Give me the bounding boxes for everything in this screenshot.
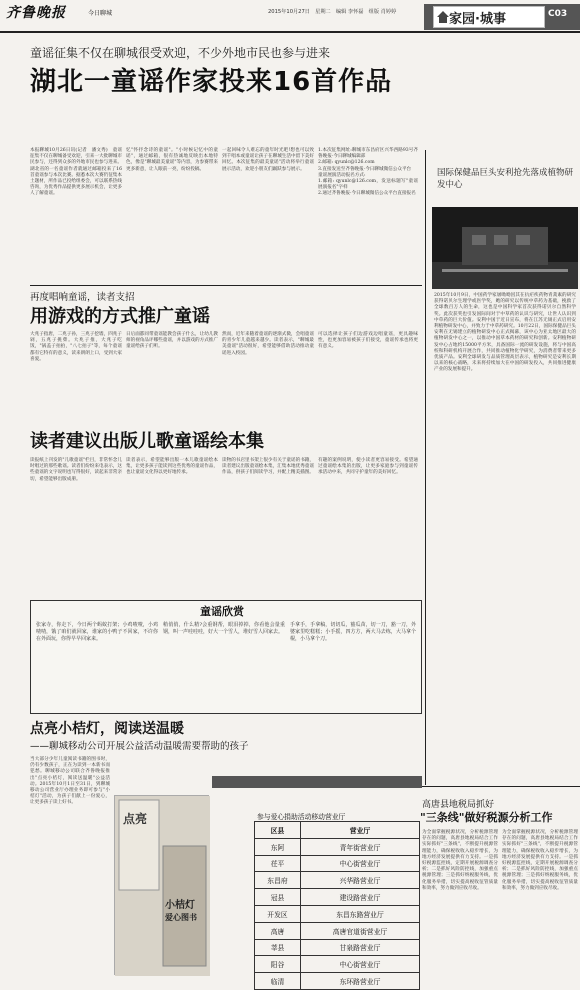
box-col-2: 稍俏俏，什么精?会重钢帮，眼泪掉掉，你看他会量重钢，叫一声哇哇哇，好大一个雪人，堆好雪人回家去。 [163, 622, 285, 635]
side-headline: 国际保健品巨头安利抢先落成植物研发中心 [437, 168, 574, 190]
table-cell: 青年街营业厅 [300, 838, 419, 855]
table-row [255, 838, 420, 855]
lead-col-3: 一起回味令人难忘的童年时光吧!想也可以致到千唱本或童谣让孩子在聊城生活中留下美好回忆。本次征集的最美童谣"活动将举行童谣展示活动，欢迎小朋友们踊跃参与展示。 [222, 148, 314, 172]
side-body: 2015年10月9日，中国药学家屠呦呦因其在抗疟疾药物青蒿素的研究获得诺贝尔生理学或医学奖，她的研究以传统中草药为基础，挽救了全球数百万人的生命，这也是中国科学家首次获得诺贝尔自然科学奖。此次获奖也引发国际间对于中草药的认识与研究，让世人认识到中草药的巨大价值。安利中国于近日宣布，将在江苏无锡正式启用安利植物研发中心，并致力于中草药研究。10月22日，国际保健品巨头安利在无锡建立的植物研发中心正式揭幕，该中心为亚太地区最大的植物研发中心之一，以推动中国草本药材的研究和创新。安利植物研发中心占地约15000平方米，具备国际一流的研发设施，将与中国高校和科研机构开展合作，共同推动植物化学研究，为消费者带来更多优质产品。安利全球研发与品质管理高层表示，植物研究是安利长期以来的核心战略，未来将持续加大在中国的研发投入，共同推进健康产业的发展和提升。 [434, 293, 576, 373]
table-caption: 参与爱心捐助活动移动营业厅 [257, 813, 346, 821]
table-cell: 东昌府 [255, 872, 301, 889]
table-cell: 临清 [255, 973, 301, 990]
poster-text-1: 点亮 [123, 812, 148, 826]
table-cell: 中心街营业厅 [300, 855, 419, 872]
table-row [255, 973, 420, 990]
table-cell: 高唐官道街营业厅 [300, 922, 419, 939]
table-cell: 开发区 [255, 905, 301, 922]
page-info: 今日聊城 [88, 10, 113, 17]
page-number: C03 [548, 9, 568, 19]
box-col-1: 张家寺，你走下，今日两个蚂蚁打架；小鸡喳喳，小鸡喳喳，饿了咱们就回家，谁家的小鸭子不回家，不许你在外面玩，你得早早回家来。 [36, 622, 158, 642]
table-cell: 莘县 [255, 939, 301, 956]
table-row [255, 922, 420, 939]
table-header-cell: 营业厅 [300, 822, 419, 839]
table-cell: 东昌东路营业厅 [300, 905, 419, 922]
table-row [255, 872, 420, 889]
table-cell: 阳谷 [255, 956, 301, 973]
section2-col-2: 日后面都同带童谣能教会孩子什么，让幼儿教师的视角品评哪些童谣，并以游戏的方式推广童谣给孩子们听。 [126, 332, 218, 350]
side2-kicker: 高唐县地税局抓好 [422, 800, 495, 810]
table-row [255, 939, 420, 956]
feature-headline: 点亮小桔灯，阅读送温暖 [30, 721, 184, 737]
side2-col-1: 为全面掌握税源状况，分析税源管理存在的问题，高唐县地税局结合工作实际抓好"三条线"，不断提升税源管理能力，确保税收收入稳步增长，为地方经济发展提供有力支持。一是抓好税源监控线，定期开展税源调查分析；二是抓好风险防控线，加强重点税源管理；三是抓好纳税服务线，优化服务举措，切实提高税收征管质量和效率，努力做到应收尽收。 [422, 830, 498, 891]
box-title: 童谣欣赏 [200, 605, 244, 618]
table-cell: 兴华路营业厅 [300, 872, 419, 889]
table-header-cell: 区县 [255, 822, 301, 839]
section3-col-3: 读物的书店里书架上很少有关于童谣的书籍，读者建议出版童谣绘本集，汇集本地优秀童谣作品，供孩子们阅读学习，并配上精美插图。 [222, 458, 314, 476]
section2-col-3: 然而，近年来随着童谣的逐渐式微，会唱童谣的青少年儿童越来越少。读者表示，"聊城最美童谣"活动很好，希望能够借助活动推动童谣进入校园。 [222, 332, 314, 356]
section3-col-2: 读者表示，希望能够出版一本儿歌童谣绘本集，让更多孩子能读到这些优秀的童谣作品，也让童谣文化得以更好地传承。 [126, 458, 218, 476]
store-table [254, 821, 420, 990]
lead-col-2: 忆"怀抒念诗的童谣"。"小时候记忆中的童谣"，通过邮箱，很有热诚地反映出本地特色，像是"聊城最美童谣"等内容，为参赛带来更多新意，让人眼前一亮，纷纷投稿。 [126, 148, 218, 172]
section3-col-4: 有趣的案例说明，使小读者更容易接受。希望通过童谣绘本集的出版，让更多家庭参与到童谣传承活动中来，共同守护童年的美好回忆。 [318, 458, 418, 476]
section3-headline: 读者建议出版儿歌童谣绘本集 [30, 431, 264, 452]
lead-headline: 湖北一童谣作家投来16首作品 [30, 67, 393, 97]
table-row [255, 889, 420, 906]
lead-kicker: 童谣征集不仅在聊城很受欢迎，不少外地市民也参与进来 [30, 46, 331, 60]
poster-text-2: 小桔灯 [165, 900, 195, 911]
table-cell: 冠县 [255, 889, 301, 906]
section2-col-4: 可以选择让孩子们边游戏边唱童谣，更具趣味性，也更加容易被孩子们接受，童谣传承也将更有意义。 [318, 332, 418, 350]
side2-col-2: 为全面掌握税源状况，分析税源管理存在的问题，高唐县地税局结合工作实际抓好"三条线"，不断提升税源管理能力，确保税收收入稳步增长，为地方经济发展提供有力支持。一是抓好税源监控线，定期开展税源调查分析；二是抓好风险防控线，加强重点税源管理；三是抓好纳税服务线，优化服务举措，切实提高税收征管质量和效率，努力做到应收尽收。 [502, 830, 578, 891]
masthead-rule [0, 31, 580, 33]
feature-band [212, 776, 422, 788]
table-cell: 甘泉路营业厅 [300, 939, 419, 956]
feature-subhead: ——聊城移动公司开展公益活动温暖需要帮助的孩子 [30, 741, 249, 752]
side-divider [425, 150, 426, 785]
house-icon [436, 10, 450, 24]
table-cell: 东阿 [255, 838, 301, 855]
table-row [255, 956, 420, 973]
side-rule [420, 786, 580, 787]
table-row [255, 855, 420, 872]
table-row [255, 905, 420, 922]
section2-headline: 用游戏的方式推广童谣 [30, 306, 210, 327]
facility-photo [432, 207, 578, 289]
brand-logo: 齐鲁晚报 [6, 5, 66, 21]
poster-photo [114, 795, 209, 975]
side2-headline: "三条线"做好税源分析工作 [420, 811, 553, 824]
feature-body: 当大部分少年儿童阅读书籍的图书时，仍有少数孩子，正在为读到一本新书而犯愁。聊城移动公司联合齐鲁晚报推出"点亮小桔灯，阅读送温暖"公益活动。2015年10月1日至31日，到聊城移动公司营业厅办理业务即可参与"小桔灯"活动，为孩子们献上一份爱心，让更多孩子读上好书。 [30, 757, 110, 806]
lead-col-1: 本报聊城10月26日讯(记者 潘文秀) 童谣征集不仅在聊城备受欢迎，引来一大批聊城市民参与，还得到众多的外地市民也参与进来。湖北省的一名童谣作者就通过邮箱投来了16首童谣参与本次比赛。据悉本次大赛仍征集本土题材，所作品已投给组委会，可以联系热线咨询，为优秀作品提供更多展示机会，让更多人了解童谣。 [30, 148, 122, 197]
section2-rule [30, 285, 422, 286]
table-header-row [255, 822, 420, 839]
section3-col-1: 读报纸上刊发的"儿歌童谣"栏目，非常怀念儿时唱过的那些歌谣。读者们纷纷来电表示，这些童谣的文字说明也写得很好，读起来非常亲切，希望能够出版成册。 [30, 458, 122, 482]
table-cell: 高唐 [255, 922, 301, 939]
table-cell: 建设路营业厅 [300, 889, 419, 906]
section2-col-1: 大兆子指唐，二兆子孙，三兆子挖墙，四兆子剁，五兆子挑柴。大兆子推，大兆子吃饭，"锅盖子拍拍，"八七拍子"等，每个童谣都有它特有的意义，读来朗朗上口，受到大家喜爱。 [30, 332, 122, 362]
table-cell: 中心街营业厅 [300, 956, 419, 973]
poster-text-3: 爱心图书 [165, 913, 197, 922]
box-col-3: 手拿手，手拿稿，切切瓜，豁瓜苗，切一刀，豁一刀，外婆家里吃糕糕；小手摇，四方方，两大马去练，大马拿个棍，小马拿个刀。 [290, 622, 416, 642]
section-title: 家园·城事 [449, 12, 506, 27]
table-cell: 茌平 [255, 855, 301, 872]
issue-line: 2015年10月27日 星期二 编辑 李怀磊 组版 肖婷婷 [268, 9, 397, 15]
lead-col-4: 1.本次征集网址:聊城市东昌府区兴华西路93号齐鲁晚报·今日聊城编辑部 2.邮箱: qyunlc@126.com 3.直接发送至齐鲁晚报·今日聊城微信公众平台 童谣展演活动报名方式: 1.邮箱: qyunlc@126.com，发送标题写"童谣展演报名"字样 2.通过齐鲁晚报·今日聊城微信公众平台直接报名 [318, 148, 418, 197]
table-cell: 东环路营业厅 [300, 973, 419, 990]
section2-kicker: 再度唱响童谣，读者支招 [30, 292, 135, 303]
